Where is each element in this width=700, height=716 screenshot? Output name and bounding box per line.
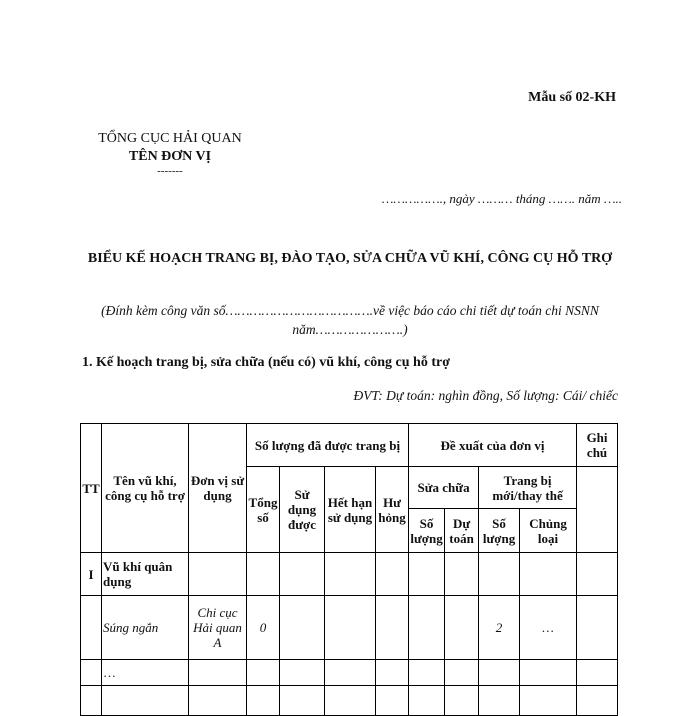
header-name: Tên vũ khí, công cụ hỗ trợ xyxy=(102,424,189,553)
header-equip-new: Trang bị mới/thay thế xyxy=(479,467,577,509)
cell-name: Vũ khí quân dụng xyxy=(102,553,189,596)
cell-new-qty xyxy=(479,553,520,596)
document-title: BIỂU KẾ HOẠCH TRANG BỊ, ĐÀO TẠO, SỬA CHỮA VŨ KHÍ, CÔNG CỤ HỖ TRỢ xyxy=(87,251,613,266)
header-new-qty: Số lượng xyxy=(479,509,520,553)
header-notes-blank xyxy=(577,467,618,553)
agency-name: TỔNG CỤC HẢI QUAN xyxy=(98,131,242,146)
header-qty-group: Số lượng đã được trang bị xyxy=(247,424,409,467)
cell-broken xyxy=(376,553,409,596)
cell-new-qty xyxy=(479,686,520,716)
cell-expired xyxy=(325,553,376,596)
header-separator: ------- xyxy=(157,165,183,177)
header-new-type: Chủng loại xyxy=(520,509,577,553)
cell-name xyxy=(102,686,189,716)
header-expired: Hết hạn sử dụng xyxy=(325,467,376,553)
table-row xyxy=(81,596,618,660)
cell-usable xyxy=(280,660,325,686)
cell-user-unit xyxy=(189,686,247,716)
cell-broken xyxy=(376,660,409,686)
cell-notes xyxy=(577,596,618,660)
cell-total xyxy=(247,660,280,686)
cell-tt: I xyxy=(81,553,102,596)
cell-usable xyxy=(280,553,325,596)
attachment-note: (Đính kèm công văn số……………………………….về việc báo cáo chi tiết dự toán chi NSNN năm………………….) xyxy=(101,303,599,337)
cell-total xyxy=(247,686,280,716)
cell-repair-qty xyxy=(409,553,445,596)
cell-total xyxy=(247,553,280,596)
cell-tt xyxy=(81,686,102,716)
unit-name: TÊN ĐƠN VỊ xyxy=(128,149,212,164)
header-usable: Sử dụng được xyxy=(280,467,325,553)
cell-notes xyxy=(577,686,618,716)
cell-new-qty: 2 xyxy=(479,596,520,660)
header-proposal-group: Đề xuất của đơn vị xyxy=(409,424,577,467)
cell-name: … xyxy=(102,660,189,686)
header-tt: TT xyxy=(81,424,102,553)
form-code: Mẫu số 02-KH xyxy=(528,90,616,105)
header-repair-budget: Dự toán xyxy=(445,509,479,553)
header-notes: Ghi chú xyxy=(577,424,618,467)
cell-new-type xyxy=(520,660,577,686)
table-row xyxy=(81,660,618,686)
cell-tt xyxy=(81,660,102,686)
table-row xyxy=(81,686,618,716)
cell-user-unit: Chi cục Hải quan A xyxy=(189,596,247,660)
cell-broken xyxy=(376,686,409,716)
unit-note: ĐVT: Dự toán: nghìn đồng, Số lượng: Cái/ chiếc xyxy=(353,388,618,403)
header-broken: Hư hỏng xyxy=(376,467,409,553)
cell-expired xyxy=(325,686,376,716)
cell-total: 0 xyxy=(247,596,280,660)
cell-new-type: … xyxy=(520,596,577,660)
cell-usable xyxy=(280,686,325,716)
cell-repair-budget xyxy=(445,596,479,660)
cell-repair-budget xyxy=(445,686,479,716)
cell-expired xyxy=(325,596,376,660)
cell-notes xyxy=(577,660,618,686)
header-repair: Sửa chữa xyxy=(409,467,479,509)
plan-table xyxy=(80,423,618,716)
cell-user-unit xyxy=(189,660,247,686)
cell-expired xyxy=(325,660,376,686)
agency-header xyxy=(70,130,270,176)
cell-repair-qty xyxy=(409,660,445,686)
header-repair-qty: Số lượng xyxy=(409,509,445,553)
cell-new-type xyxy=(520,686,577,716)
cell-user-unit xyxy=(189,553,247,596)
table-row xyxy=(81,553,618,596)
header-user-unit: Đơn vị sử dụng xyxy=(189,424,247,553)
cell-new-qty xyxy=(479,660,520,686)
cell-repair-qty xyxy=(409,596,445,660)
header-total: Tổng số xyxy=(247,467,280,553)
cell-notes xyxy=(577,553,618,596)
cell-repair-budget xyxy=(445,553,479,596)
date-line: ……………., ngày ……… tháng ……. năm ….. xyxy=(381,191,622,206)
cell-tt xyxy=(81,596,102,660)
cell-repair-qty xyxy=(409,686,445,716)
cell-new-type xyxy=(520,553,577,596)
cell-broken xyxy=(376,596,409,660)
cell-repair-budget xyxy=(445,660,479,686)
section-heading: 1. Kế hoạch trang bị, sửa chữa (nếu có) vũ khí, công cụ hỗ trợ xyxy=(82,355,450,370)
cell-name: Súng ngắn xyxy=(102,596,189,660)
cell-usable xyxy=(280,596,325,660)
